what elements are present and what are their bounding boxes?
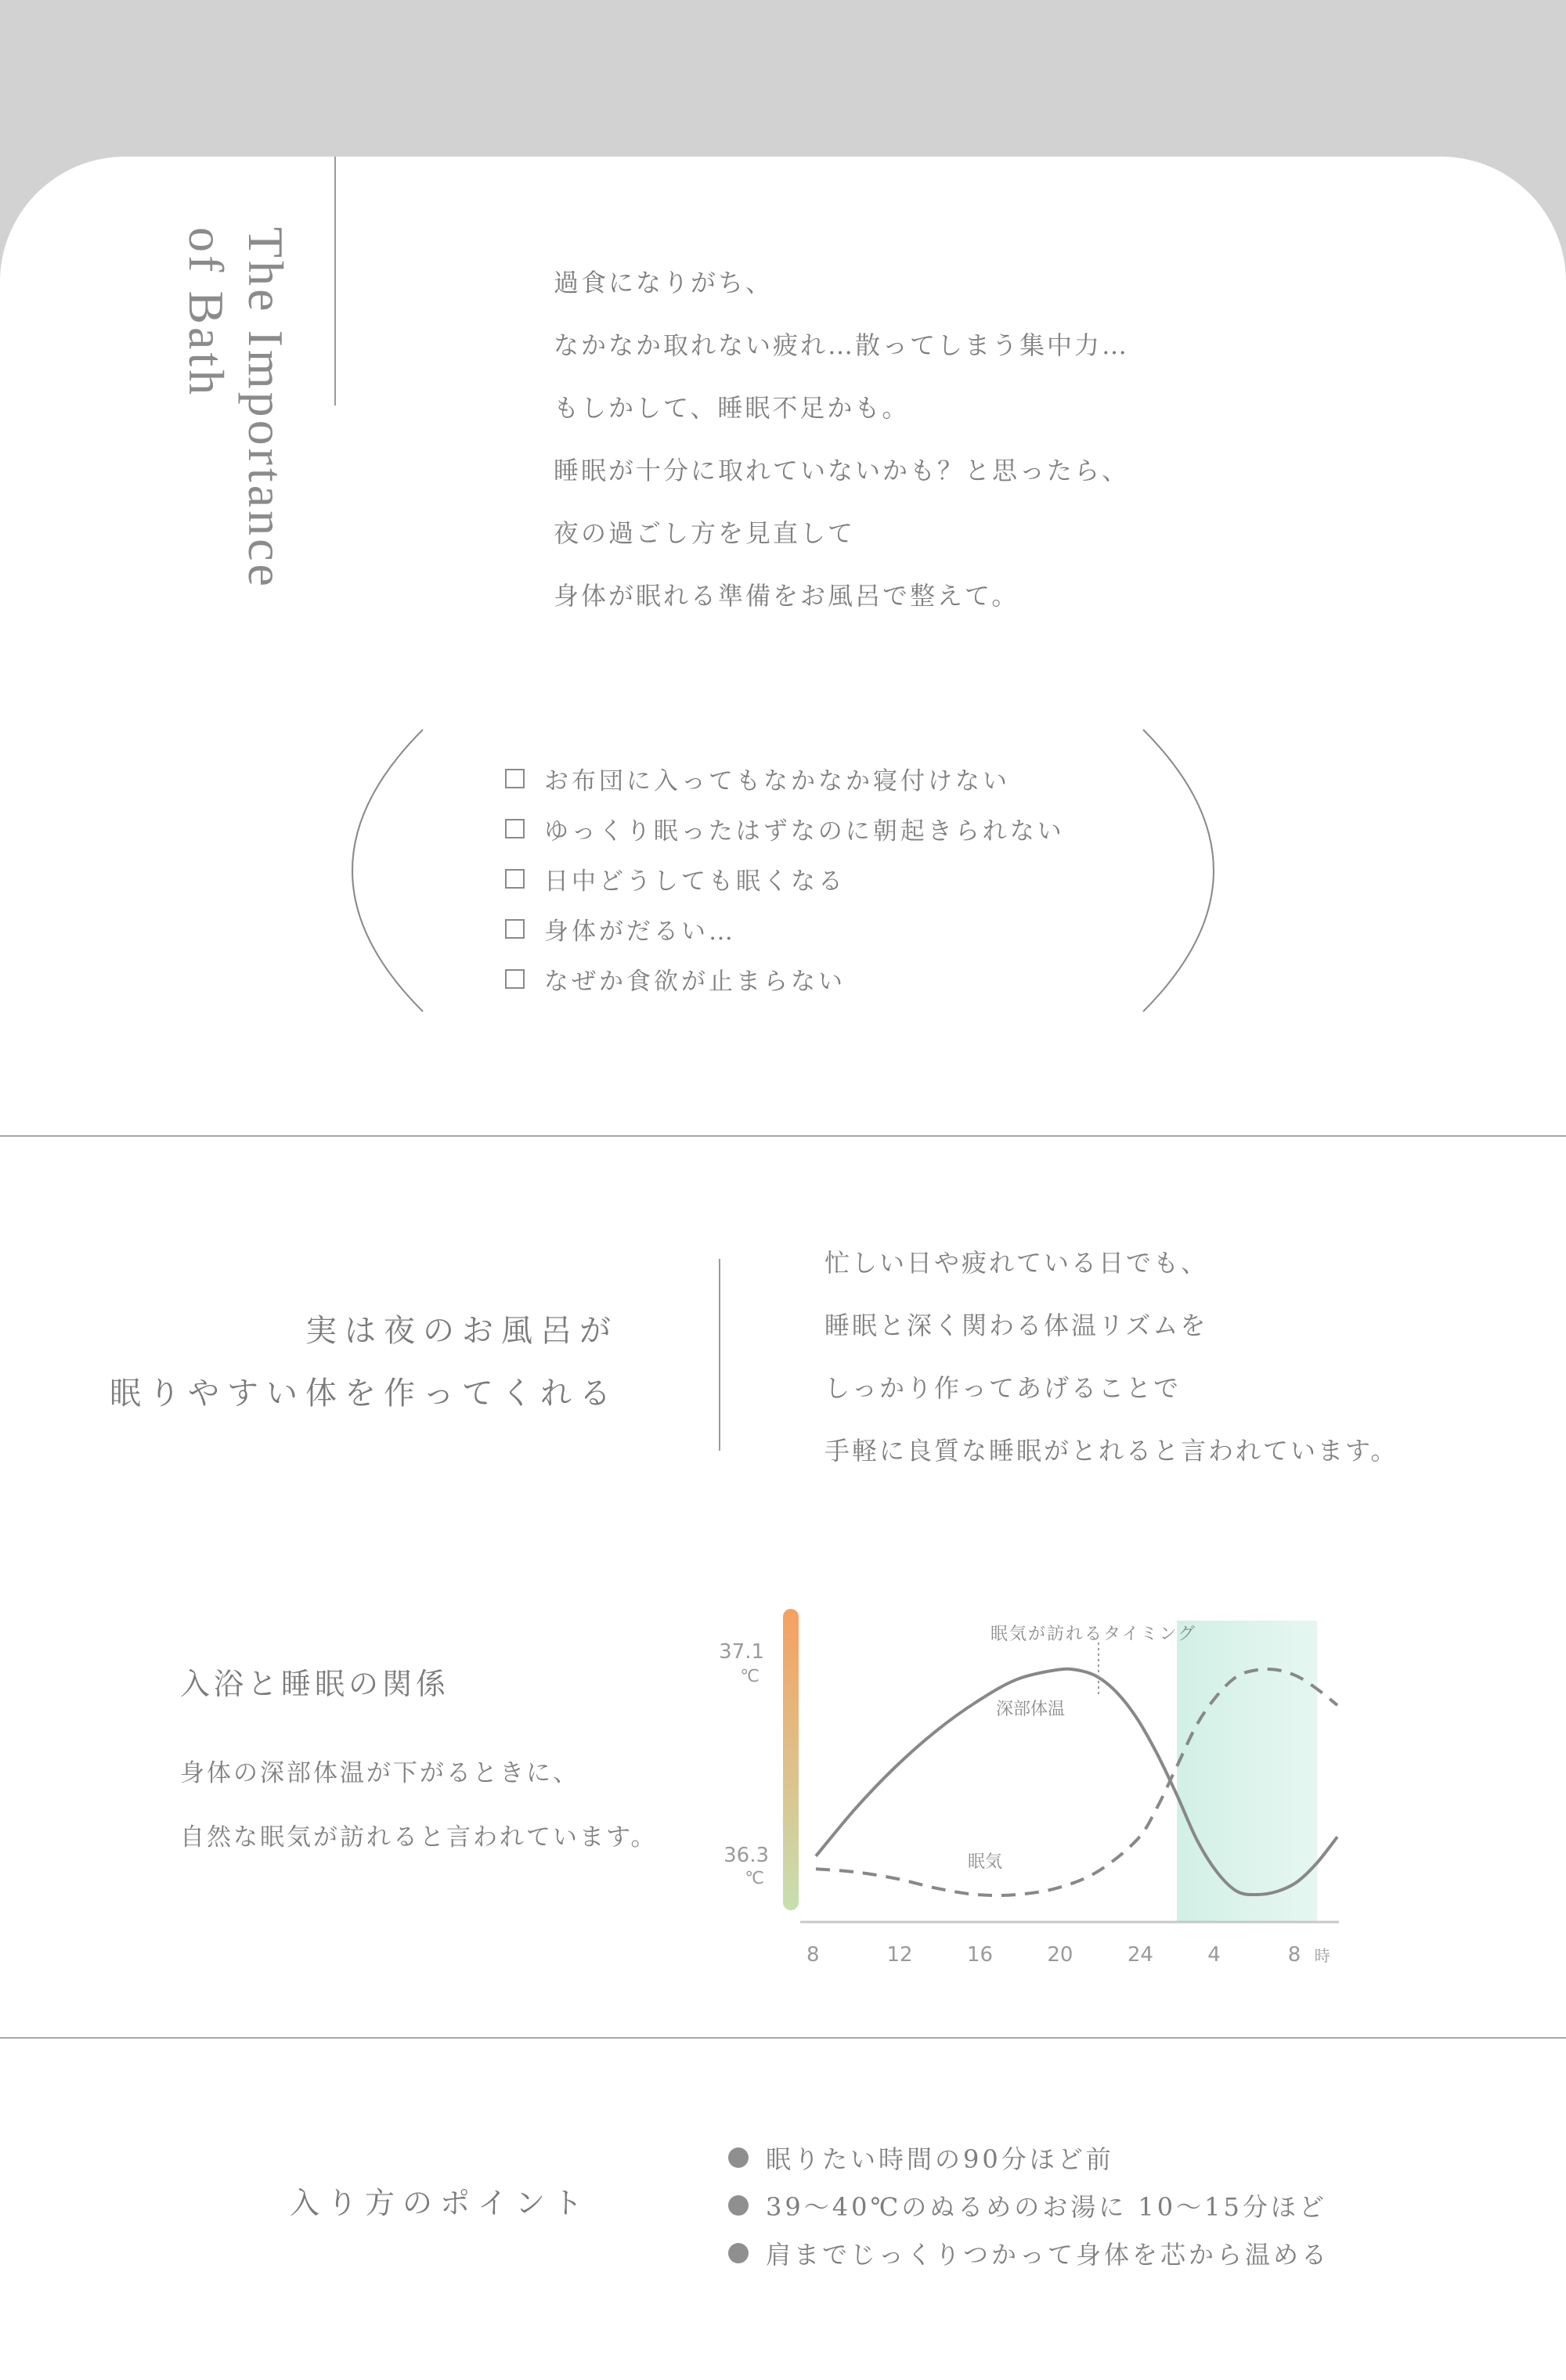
description-line: 自然な眠気が訪れると言われています。 <box>180 1823 658 1852</box>
title-line-2: of Bath <box>179 227 234 398</box>
description-line: しっかり作ってあげることで <box>824 1373 1182 1403</box>
y-top-label: 37.1 <box>719 1640 764 1664</box>
section4-title: 入り方のポイント <box>290 2186 591 2220</box>
checklist-item[interactable]: 日中どうしても眠くなる <box>505 853 1065 903</box>
bullet-icon <box>728 2243 749 2263</box>
series-label-sleepiness: 眠気 <box>968 1852 1003 1872</box>
headline-line: 実は夜のお風呂が <box>305 1313 619 1349</box>
checklist-item[interactable]: なぜか食欲が止まらない <box>505 954 1065 1004</box>
series-label-deep-body-temperature: 深部体温 <box>996 1700 1066 1719</box>
description-line: 身体の深部体温が下がるときに、 <box>180 1759 579 1787</box>
intro-line: 睡眠が十分に取れていないかも？と思ったら、 <box>554 456 1130 485</box>
intro-line: もしかして、睡眠不足かも。 <box>554 393 910 423</box>
bath-points-list <box>728 2133 1330 2277</box>
list-item: 39〜40℃のぬるめのお湯に 10〜15分ほど <box>728 2181 1330 2229</box>
x-tick-label: 8 <box>806 1943 820 1967</box>
x-tick-label: 12 <box>886 1943 913 1967</box>
description-line: 手軽に良質な睡眠がとれると言われています。 <box>824 1436 1398 1466</box>
annotation-text: 眠気が訪れるタイミング <box>990 1625 1197 1644</box>
checklist-item[interactable]: ゆっくり眠ったはずなのに朝起きられない <box>505 803 1065 853</box>
y-bottom-unit: ℃ <box>745 1869 764 1888</box>
y-bottom-label: 36.3 <box>723 1844 769 1867</box>
x-tick-label: 4 <box>1207 1943 1221 1967</box>
y-top-unit: ℃ <box>740 1667 760 1686</box>
checklist-item[interactable]: 身体がだるい… <box>505 903 1065 954</box>
intro-line: 身体が眠れる準備をお風呂で整えて。 <box>554 581 1019 611</box>
checklist-item[interactable]: お布団に入ってもなかなか寝付けない <box>505 753 1065 803</box>
description-line: 睡眠と深く関わる体温リズムを <box>824 1311 1208 1340</box>
intro-line: 夜の過ごし方を見直して <box>554 518 856 548</box>
x-tick-label: 24 <box>1127 1943 1153 1967</box>
bullet-icon <box>728 2147 749 2168</box>
x-tick-label: 20 <box>1047 1943 1073 1967</box>
section-divider <box>0 2037 1566 2039</box>
intro-line: 過食になりがち、 <box>554 268 774 298</box>
description-line: 忙しい日や疲れている日でも、 <box>824 1248 1209 1278</box>
sleepiness-highlight <box>1177 1621 1317 1922</box>
x-tick-label: 8 <box>1287 1943 1301 1967</box>
section3-title: 入浴と睡眠の関係 <box>180 1667 450 1701</box>
x-unit-label: 時 <box>1314 1946 1330 1965</box>
x-tick-label: 16 <box>966 1943 994 1967</box>
intro-line: なかなか取れない疲れ…散ってしまう集中力… <box>554 330 1130 360</box>
headline-line: 眠りやすい体を作ってくれる <box>110 1376 619 1412</box>
list-item: 眠りたい時間の90分ほど前 <box>728 2133 1330 2181</box>
bullet-icon <box>728 2195 749 2216</box>
list-item: 肩までじっくりつかって身体を芯から温める <box>728 2229 1330 2277</box>
title-line-1: The Importance <box>238 227 294 590</box>
temperature-gradient-bar <box>783 1609 799 1910</box>
